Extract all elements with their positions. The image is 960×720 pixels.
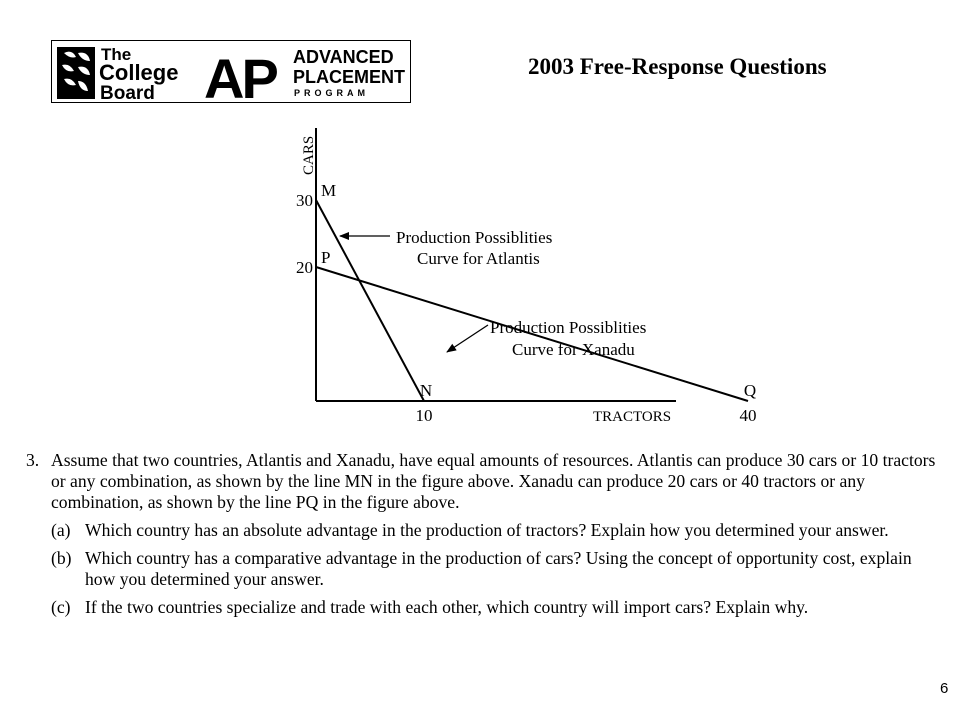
part-label: (b): [51, 548, 72, 568]
logo-ap-line3: PROGRAM: [294, 88, 369, 98]
question-text: Assume that two countries, Atlantis and Xanadu, have equal amounts of resources. Atlantis can produce 30 cars or 10 tractors or any combination, as shown by the line MN in the figure above. Xanadu can produce 20 cars or 40 tractors or any combination, as shown by the line PQ in the figure above.: [51, 450, 936, 512]
y-tick-label: 20: [296, 258, 313, 277]
y-tick-label: 30: [296, 191, 313, 210]
xanadu-label-line2: Curve for Xanadu: [512, 340, 635, 359]
point-label-p: P: [321, 248, 331, 267]
y-axis-label: CARS: [301, 135, 317, 175]
part-text: If the two countries specialize and trade with each other, which country will import cars? Explain why.: [85, 597, 809, 617]
atlantis-label-line2: Curve for Atlantis: [417, 249, 540, 268]
atlantis-label-line1: Production Possiblities: [396, 228, 553, 247]
question-number: 3.: [26, 450, 40, 470]
part-text: Which country has an absolute advantage in the production of tractors? Explain how you determined your answer.: [85, 520, 889, 540]
question-block: [26, 450, 946, 618]
page-number: 6: [940, 680, 949, 697]
logo-college-board-line3: Board: [100, 83, 155, 104]
x-axis-label: TRACTORS: [593, 409, 672, 425]
page-title: 2003 Free-Response Questions: [528, 54, 827, 79]
logo-ap-line1: ADVANCED: [293, 47, 394, 67]
point-label-q: Q: [743, 381, 757, 400]
point-label-m: M: [321, 181, 337, 200]
question-main: [26, 450, 946, 513]
logo-college-board-line1: The: [101, 45, 132, 64]
logo-college-board-line2: College: [99, 60, 179, 85]
x-tick-label: 40: [739, 406, 757, 425]
question-part-a: [51, 520, 946, 541]
xanadu-leader-arrow: [447, 325, 488, 352]
part-text: Which country has a comparative advantage in the production of cars? Using the concept of opportunity cost, explain how you determined your answer.: [85, 548, 912, 589]
question-part-b: [51, 548, 946, 590]
part-label: (c): [51, 597, 71, 617]
question-part-c: [51, 597, 946, 618]
x-tick-label: 10: [415, 406, 433, 425]
xanadu-label-line1: Production Possiblities: [490, 318, 647, 337]
point-label-n: N: [419, 381, 433, 400]
logo-ap-line2: PLACEMENT: [293, 67, 405, 87]
part-label: (a): [51, 520, 71, 540]
logo-ap-letters: AP: [204, 47, 276, 104]
